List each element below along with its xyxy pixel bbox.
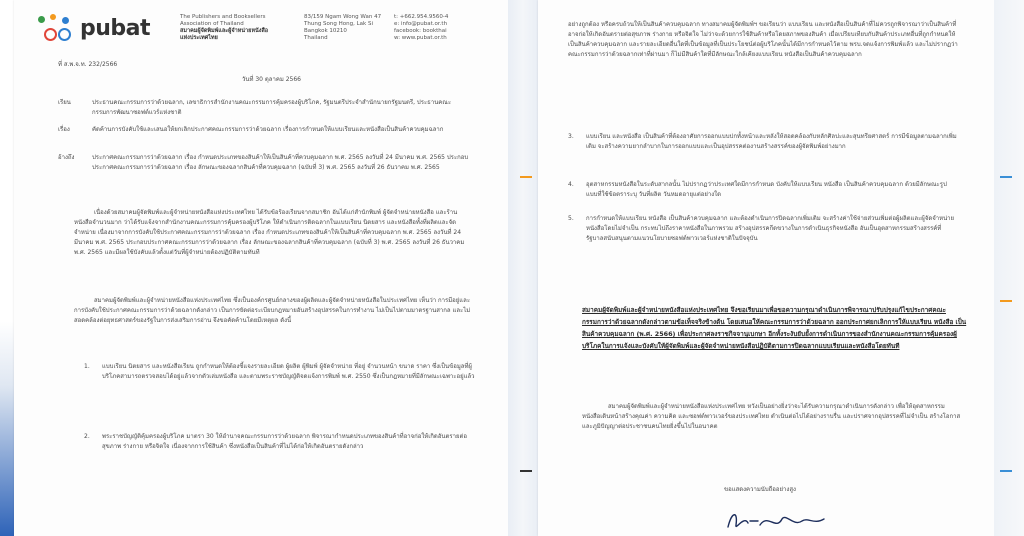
reference-number: ที่ ส.พ.จ.ท. 232/2566: [58, 61, 118, 68]
dark-dash-mark: [520, 470, 532, 472]
item-number: 2.: [84, 433, 90, 440]
subject-text: คัดค้านการบังคับใช้และเสนอให้ยกเลิกประกาศคณะกรรมการว่าด้วยฉลาก เรื่องการกำหนดให้แบบเรียนและหนังสือเป็นสินค้าควบคุมฉลาก: [92, 126, 444, 133]
to-text: ประธานคณะกรรมการว่าด้วยฉลาก, เลขาธิการสำนักงานคณะกรรมการคุ้มครองผู้บริโภค, รัฐมนตรีประจำสำนักนายกรัฐมนตรี, ประธานคณะกรรมการพัฒนาซอฟต์แวร์แห่งชาติ: [92, 99, 452, 116]
pubat-logo: [36, 12, 176, 46]
reference-label: อ้างถึง: [58, 154, 75, 161]
item-number: 1.: [84, 363, 90, 370]
to-label: เรียน: [58, 99, 71, 106]
reason-item-3: แบบเรียน และหนังสือ เป็นสินค้าที่ต้องอาศัยการออกแบบปกทั้งหน้าและหลังให้สอดคล้องกับหลักศิลปะและสุนทรียศาสตร์ การมีข้อมูลตามฉลากเพิ่มเติม จะสร้างความยากลำบากในการออกแบบและเป็นอุปสรรคต่องานสร้างสรรค์ของผู้จัดพิมพ์อย่างมาก: [586, 133, 957, 150]
item-number: 3.: [568, 133, 574, 140]
left-decor-strip: [0, 0, 14, 536]
emphasized-request: สมาคมผู้จัดพิมพ์และผู้จำหน่ายหนังสือแห่งประเทศไทย จึงขอเรียนมาเพื่อขอความกรุณาดำเนินการพิจารณาปรับปรุงแก้ไขประกาศคณะกรรมการว่าด้วยฉลากดังกล่าวตามข้อเท็จจริงข้างต้น โดยเสนอให้คณะกรรมการว่าด้วยฉลาก ออกประกาศยกเลิกการให้แบบเรียน หนังสือ เป็นสินค้าควบคุมฉลาก (พ.ศ. 2566) เพื่อประกาศลงราชกิจจานุเบกษา อีกทั้งระงับยับยั้งการดำเนินการของสำนักงานคณะกรรมการคุ้มครองผู้บริโภคในการแจ้งและบังคับให้ผู้จัดพิมพ์และผู้จัดจำหน่ายหนังสือปฏิบัติตามการปิดฉลากแบบเรียนและหนังสือโดยทันที: [582, 306, 967, 351]
continued-paragraph: อย่างถูกต้อง หรือครบถ้วนให้เป็นสินค้าควบคุมฉลาก ทางสมาคมผู้จัดพิมพ์ฯ ขอเรียนว่า แบบเรียน และหนังสือเป็นสินค้าที่ไม่ควรถูกพิจารณาว่าเป็นสินค้าที่อาจก่อให้เกิดอันตรายต่อสุขภาพ ร่างกาย หรือจิตใจ ไม่ว่าจะด้วยการใช้สินค้าหรือโดยสภาพของสินค้า เมื่อเปรียบเทียบกับสินค้าประเภทอื่นที่ถูกกำหนดให้เป็นสินค้าควบคุมฉลาก และรายละเอียดอื่นใดที่เป็นข้อมูลที่เป็นประโยชน์ต่อผู้บริโภคนั้นได้มีการกำหนดไว้ตาม พรบ.จดแจ้งการพิมพ์แล้ว และไม่ปรากฏว่าคณะกรรมการว่าด้วยฉลากเท่าที่ผ่านมา ก็ไม่มีสินค้าใดที่มีลักษณะใกล้เคียงแบบเรียน หนังสือเป็นสินค้าควบคุมฉลาก: [568, 21, 958, 58]
association-contact: [394, 14, 494, 42]
assoc-en-line: Association of Thailand: [180, 21, 244, 27]
closing-paragraph: สมาคมผู้จัดพิมพ์และผู้จำหน่ายหนังสือแห่งประเทศไทย หวังเป็นอย่างยิ่งว่าจะได้รับความกรุณาดำเนินการดังกล่าว เพื่อให้อุตสาหกรรมหนังสือเดินหน้าสร้างคุณค่า ความคิด และซอฟต์พาวเวอร์ของประเทศไทย ดำเนินต่อไปได้อย่างราบรื่น และปราศจากอุปสรรคที่ไม่จำเป็น สร้างโอกาสและภูมิปัญญาต่อประชาชนคนไทยยิ่งขึ้นไปในอนาคต: [582, 403, 961, 430]
assoc-th-line: สมาคมผู้จัดพิมพ์และผู้จำหน่ายหนังสือ: [180, 28, 269, 34]
orange-dash-mark: [520, 176, 532, 178]
address-line: Thung Song Hong, Lak Si: [304, 21, 373, 27]
assoc-en-line: The Publishers and Booksellers: [180, 14, 266, 20]
blue-dash-mark: [1000, 470, 1012, 472]
letter-page-2: [538, 0, 994, 536]
association-address: [304, 14, 382, 42]
letter-page-1: [14, 0, 508, 536]
reason-item-5: การกำหนดให้แบบเรียน หนังสือ เป็นสินค้าควบคุมฉลาก และต้องดำเนินการปิดฉลากเพิ่มเติม จะสร้างค่าใช้จ่ายส่วนเพิ่มต่อผู้ผลิตและผู้จัดจำหน่ายหนังสือโดยไม่จำเป็น กระทบไปถึงราคาหนังสือในภาพรวม สร้างอุปสรรคกีดขวางในการดำเนินธุรกิจหนังสือ อันเป็นอุตสาหกรรมสร้างสรรค์ที่รัฐบาลสนับสนุนตามแนวนโยบายซอฟต์พาวเวอร์แห่งชาติในปัจจุบัน: [586, 215, 955, 242]
orange-dash-mark: [1000, 300, 1012, 302]
association-name: [180, 14, 298, 42]
item-number: 4.: [568, 181, 574, 188]
reason-item-2: พระราชบัญญัติคุ้มครองผู้บริโภค มาตรา 30 ให้อำนาจคณะกรรมการว่าด้วยฉลาก พิจารณากำหนดประเภทของสินค้าที่อาจก่อให้เกิดอันตรายต่อสุขภาพ ร่างกาย หรือจิตใจ เนื่องจากการใช้สินค้า ซึ่งหนังสือเป็นสินค้าที่ไม่ได้ก่อให้เกิดอันตรายดังกล่าว: [102, 433, 468, 450]
assoc-th-line: แห่งประเทศไทย: [180, 35, 218, 41]
logo-wordmark: pubat: [80, 16, 151, 41]
contact-website: w: www.pubat.or.th: [394, 35, 447, 41]
reason-item-1: แบบเรียน นิตยสาร และหนังสือเรียน ถูกกำหนดให้ต้องชี้แจงรายละเอียด ผู้ผลิต ผู้พิมพ์ ผู้จัดจำหน่าย ที่อยู่ จำนวนหน้า ขนาด ราคา ซึ่งเป็นข้อมูลที่ผู้บริโภคสามารถตรวจสอบได้อยู่แล้วจากตัวเล่มหนังสือ และตามพระราชบัญญัติจดแจ้งการพิมพ์ พ.ศ. 2550 ซึ่งเป็นกฎหมายที่มีลักษณะเฉพาะอยู่แล้ว: [102, 363, 475, 380]
subject-label: เรื่อง: [58, 126, 70, 133]
regards-text: ขอแสดงความนับถืออย่างสูง: [724, 486, 796, 493]
item-number: 5.: [568, 215, 574, 222]
contact-email: e: info@pubat.or.th: [394, 21, 448, 27]
body-paragraph-1: เนื่องด้วยสมาคมผู้จัดพิมพ์และผู้จำหน่ายหนังสือแห่งประเทศไทย ได้รับข้อร้องเรียนจากสมาชิก อันได้แก่สำนักพิมพ์ ผู้จัดจำหน่ายหนังสือ และร้านหนังสือจำนวนมาก ว่าได้รับแจ้งจากสำนักงานคณะกรรมการคุ้มครองผู้บริโภค ให้ดำเนินการติดฉลากในแบบเรียน นิตยสาร และหนังสือทั้งที่ผลิตและจัดจำหน่าย เนื่องมาจากการบังคับใช้ประกาศคณะกรรมการว่าด้วยฉลาก เรื่อง กำหนดประเภทของสินค้าให้เป็นสินค้าที่ควบคุมฉลาก พ.ศ. 2565 ลงวันที่ 24 มีนาคม พ.ศ. 2565 ประกอบประกาศคณะกรรมการว่าด้วยฉลาก เรื่อง ลักษณะของฉลากสินค้าที่ควบคุมฉลาก (ฉบับที่ 3) พ.ศ. 2565 ลงวันที่ 26 ธันวาคม พ.ศ. 2565 และมีผลใช้บังคับแล้วตั้งแต่วันที่ผู้จำหน่ายต้องปฏิบัติตามทันที: [74, 209, 465, 256]
right-decor-strip: [994, 0, 1024, 536]
body-paragraph-2: สมาคมผู้จัดพิมพ์และผู้จำหน่ายหนังสือแห่งประเทศไทย ซึ่งเป็นองค์กรศูนย์กลางของผู้ผลิตและผู้จัดจำหน่ายหนังสือในประเทศไทย เห็นว่า การมีอยู่และการบังคับใช้ประกาศคณะกรรมการว่าด้วยฉลากดังกล่าว เป็นการขัดต่อระเบียบกฎหมายอันสร้างอุปสรรคในการทำงาน ไม่เป็นไปตามมาตรฐานสากล และไม่สอดคล้องต่อยุทธศาสตร์ของรัฐในการส่งเสริมการอ่าน จึงขอคัดค้านโดยมีเหตุผล ดังนี้: [74, 297, 471, 324]
logo-mark-icon: [36, 14, 74, 44]
address-line: Thailand: [304, 35, 328, 41]
address-line: Bangkok 10210: [304, 28, 347, 34]
letter-date: วันที่ 30 ตุลาคม 2566: [242, 76, 301, 83]
contact-phone: t: +662.954.9560-4: [394, 14, 449, 20]
blue-dash-mark: [1000, 176, 1012, 178]
reference-text: ประกาศคณะกรรมการว่าด้วยฉลาก เรื่อง กำหนดประเภทของสินค้าให้เป็นสินค้าที่ควบคุมฉลาก พ.ศ. 2565 ลงวันที่ 24 มีนาคม พ.ศ. 2565 ประกอบประกาศคณะกรรมการว่าด้วยฉลาก เรื่อง ลักษณะของฉลากสินค้าที่ควบคุมฉลาก (ฉบับที่ 3) พ.ศ. 2565 ลงวันที่ 26 ธันวาคม พ.ศ. 2565: [92, 154, 469, 171]
reason-item-4: อุตสาหกรรมหนังสือในระดับสากลนั้น ไม่ปรากฏว่าประเทศใดมีการกำหนด บังคับให้แบบเรียน หนังสือ เป็นสินค้าควบคุมฉลาก ด้วยมีลักษณะรูปแบบที่ใช้ข้อตราระบุ วันที่ผลิต วันหมดอายุแต่อย่างใด: [586, 181, 947, 198]
signature: [724, 505, 834, 535]
page-gap: [508, 0, 538, 536]
address-line: 83/159 Ngam Wong Wan 47: [304, 14, 382, 20]
contact-facebook: facebook: bookthai: [394, 28, 447, 34]
